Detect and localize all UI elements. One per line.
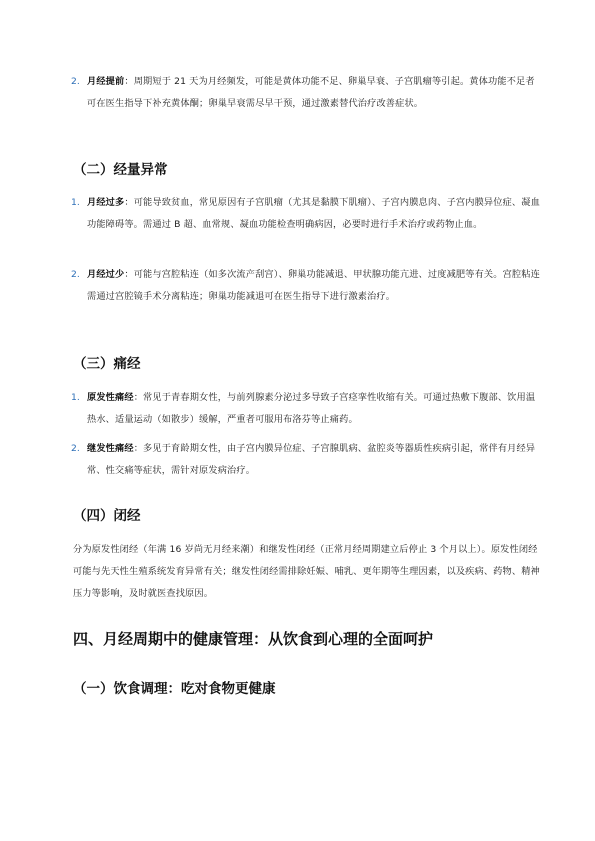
list-number: 2. <box>71 443 80 454</box>
list-item-body <box>73 438 543 482</box>
list-item-secondary-pain <box>73 438 543 482</box>
list-number: 2. <box>71 269 80 280</box>
list-number: 2. <box>71 76 80 87</box>
description: ：常见于青春期女性，与前列腺素分泌过多导致子宫痉挛性收缩有关。可通过热敷下腹部、饮用温热水、适量运动（如散步）缓解，严重者可服用布洛芬等止痛药。 <box>87 392 536 425</box>
list-item-short-cycle <box>73 71 543 115</box>
section-heading-diet: （一）饮食调理：吃对食物更健康 <box>73 681 276 697</box>
list-item-light <box>73 264 543 308</box>
description: ：周期短于 21 天为月经频发，可能是黄体功能不足、卵巢早衰、子宫肌瘤等引起。黄体功能不足者可在医生指导下补充黄体酮；卵巢早衰需尽早干预，通过激素替代治疗改善症状。 <box>87 76 535 109</box>
term: 原发性痛经 <box>87 392 134 403</box>
chapter-heading: 四、月经周期中的健康管理：从饮食到心理的全面呵护 <box>73 630 434 648</box>
list-item-body <box>73 264 543 308</box>
list-number: 1. <box>71 197 80 208</box>
section-heading-pain: （三）痛经 <box>73 356 141 372</box>
amenorrhea-paragraph: 分为原发性闭经（年满 16 岁尚无月经来潮）和继发性闭经（正常月经周期建立后停止 3 个月以上）。原发性闭经可能与先天性生殖系统发育异常有关；继发性闭经需排除妊娠、哺乳、更年期等生理因素，以及疾病、药物、精神压力等影响，及时就医查找原因。 <box>73 544 540 599</box>
section-heading-amenorrhea: （四）闭经 <box>73 508 141 524</box>
list-item-body <box>73 387 543 431</box>
list-item-primary-pain <box>73 387 543 431</box>
description: ：多见于育龄期女性，由子宫内膜异位症、子宫腺肌病、盆腔炎等器质性疾病引起，常伴有月经异常、性交痛等症状，需针对原发病治疗。 <box>87 443 536 476</box>
list-item-body <box>73 71 543 115</box>
list-number: 1. <box>71 392 80 403</box>
section-heading-volume: （二）经量异常 <box>73 162 168 178</box>
term: 月经过多 <box>87 197 125 208</box>
term: 月经提前 <box>87 76 125 87</box>
description: ：可能导致贫血，常见原因有子宫肌瘤（尤其是黏膜下肌瘤）、子宫内膜息肉、子宫内膜异位症、凝血功能障碍等。需通过 B 超、血常规、凝血功能检查明确病因，必要时进行手术治疗或药物止血。 <box>87 197 540 230</box>
list-item-body <box>73 192 543 236</box>
term: 继发性痛经 <box>87 443 134 454</box>
term: 月经过少 <box>87 269 125 280</box>
list-item-heavy <box>73 192 543 236</box>
description: ：可能与宫腔粘连（如多次流产刮宫）、卵巢功能减退、甲状腺功能亢进、过度减肥等有关。宫腔粘连需通过宫腔镜手术分离粘连；卵巢功能减退可在医生指导下进行激素治疗。 <box>87 269 540 302</box>
